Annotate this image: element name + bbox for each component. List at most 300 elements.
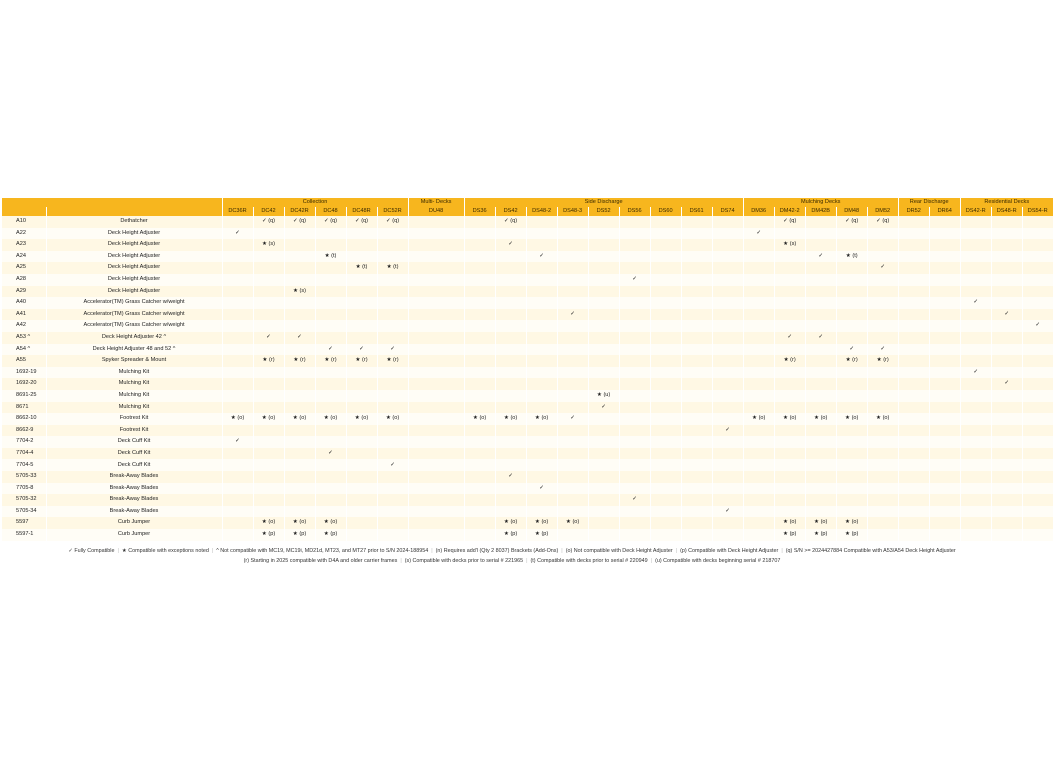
model-header: DM42B <box>805 207 836 216</box>
compatibility-cell <box>253 483 284 495</box>
compatibility-cell <box>681 367 712 379</box>
part-description: Mulching Kit <box>46 378 222 390</box>
compatibility-cell <box>960 448 991 460</box>
compatibility-cell <box>315 228 346 240</box>
compatibility-cell <box>712 494 743 506</box>
compatibility-cell <box>743 344 774 356</box>
compatibility-cell: ★ (s) <box>284 286 315 298</box>
compatibility-cell <box>681 297 712 309</box>
compatibility-cell <box>495 320 526 332</box>
part-description: Deck Cuff Kit <box>46 459 222 471</box>
compatibility-cell: ✓ <box>526 251 557 263</box>
compatibility-cell <box>960 228 991 240</box>
compatibility-cell <box>681 239 712 251</box>
compatibility-cell <box>557 378 588 390</box>
compatibility-cell <box>898 448 929 460</box>
compatibility-cell <box>836 506 867 518</box>
compatibility-cell <box>284 239 315 251</box>
group-header <box>2 198 222 207</box>
compatibility-cell <box>619 378 650 390</box>
compatibility-cell <box>526 402 557 414</box>
compatibility-cell <box>743 367 774 379</box>
compatibility-cell <box>557 228 588 240</box>
compatibility-cell <box>1022 413 1053 425</box>
compatibility-cell <box>315 425 346 437</box>
compatibility-cell <box>315 506 346 518</box>
table-row <box>2 239 1053 251</box>
compatibility-cell <box>805 239 836 251</box>
compatibility-cell <box>774 483 805 495</box>
compatibility-cell <box>960 344 991 356</box>
compatibility-cell <box>836 320 867 332</box>
compatibility-cell <box>898 251 929 263</box>
compatibility-cell <box>805 402 836 414</box>
part-description: Deck Height Adjuster <box>46 286 222 298</box>
compatibility-cell: ★ (o) <box>743 413 774 425</box>
compatibility-cell <box>284 448 315 460</box>
compatibility-cell <box>805 378 836 390</box>
part-description: Break-Away Blades <box>46 506 222 518</box>
legend-line-2 <box>0 558 1024 564</box>
compatibility-cell <box>588 297 619 309</box>
compatibility-cell <box>867 378 898 390</box>
compatibility-cell <box>408 286 464 298</box>
compatibility-cell <box>929 506 960 518</box>
compatibility-cell <box>836 448 867 460</box>
compatibility-cell <box>588 216 619 228</box>
compatibility-cell <box>650 320 681 332</box>
model-header: DS56 <box>619 207 650 216</box>
compatibility-cell: ✓ (q) <box>284 216 315 228</box>
compatibility-cell <box>346 297 377 309</box>
compatibility-cell: ✓ (q) <box>346 216 377 228</box>
compatibility-cell <box>743 483 774 495</box>
compatibility-cell: ✓ (q) <box>377 216 408 228</box>
part-description: Mulching Kit <box>46 402 222 414</box>
compatibility-cell <box>588 228 619 240</box>
compatibility-cell <box>805 216 836 228</box>
compatibility-cell <box>991 436 1022 448</box>
compatibility-cell: ✓ <box>557 413 588 425</box>
model-header: DC48R <box>346 207 377 216</box>
compatibility-cell <box>712 344 743 356</box>
table-row <box>2 309 1053 321</box>
compatibility-cell <box>960 413 991 425</box>
compatibility-cell: ✓ <box>743 228 774 240</box>
compatibility-cell <box>774 286 805 298</box>
compatibility-cell <box>284 436 315 448</box>
legend-item: (s) Compatible with decks prior to serial # 221965 <box>404 558 524 564</box>
compatibility-cell <box>557 286 588 298</box>
compatibility-cell <box>960 402 991 414</box>
compatibility-cell <box>1022 390 1053 402</box>
compatibility-cell <box>1022 286 1053 298</box>
compatibility-cell <box>681 471 712 483</box>
compatibility-cell <box>681 402 712 414</box>
compatibility-cell <box>774 436 805 448</box>
compatibility-cell <box>408 517 464 529</box>
compatibility-cell <box>377 448 408 460</box>
compatibility-cell <box>960 378 991 390</box>
compatibility-cell <box>588 378 619 390</box>
compatibility-cell <box>712 216 743 228</box>
compatibility-cell <box>408 483 464 495</box>
compatibility-cell <box>898 413 929 425</box>
compatibility-cell <box>650 355 681 367</box>
compatibility-cell <box>836 378 867 390</box>
compatibility-cell <box>377 517 408 529</box>
compatibility-cell <box>619 402 650 414</box>
compatibility-cell <box>526 344 557 356</box>
compatibility-cell <box>619 517 650 529</box>
compatibility-cell <box>805 436 836 448</box>
compatibility-cell <box>557 506 588 518</box>
compatibility-cell <box>867 309 898 321</box>
compatibility-cell <box>774 367 805 379</box>
compatibility-cell <box>619 251 650 263</box>
compatibility-cell <box>284 367 315 379</box>
compatibility-cell <box>805 483 836 495</box>
compatibility-cell <box>495 378 526 390</box>
compatibility-cell <box>681 483 712 495</box>
group-header: Rear Discharge <box>898 198 960 207</box>
legend-item: (t) Compatible with decks prior to serial # 220949 <box>530 558 648 564</box>
compatibility-cell <box>464 274 495 286</box>
compatibility-cell <box>960 459 991 471</box>
compatibility-cell <box>588 332 619 344</box>
compatibility-cell: ★ (o) <box>836 413 867 425</box>
part-number: A53 ^ <box>2 332 46 344</box>
compatibility-cell: ✓ <box>377 344 408 356</box>
compatibility-cell <box>929 390 960 402</box>
compatibility-cell <box>495 367 526 379</box>
part-number: 5597-1 <box>2 529 46 541</box>
compatibility-cell <box>929 216 960 228</box>
compatibility-cell <box>408 228 464 240</box>
compatibility-cell <box>346 506 377 518</box>
compatibility-cell <box>774 297 805 309</box>
compatibility-cell <box>836 274 867 286</box>
compatibility-cell <box>377 506 408 518</box>
compatibility-cell <box>557 390 588 402</box>
compatibility-cell <box>805 355 836 367</box>
compatibility-cell <box>464 216 495 228</box>
compatibility-cell <box>222 355 253 367</box>
compatibility-cell <box>774 402 805 414</box>
compatibility-cell <box>377 425 408 437</box>
legend-item: (u) Compatible with decks beginning serial # 218707 <box>655 558 781 564</box>
compatibility-cell <box>898 286 929 298</box>
compatibility-cell <box>253 262 284 274</box>
compatibility-cell <box>315 483 346 495</box>
compatibility-cell <box>464 506 495 518</box>
compatibility-cell <box>495 251 526 263</box>
compatibility-cell <box>681 436 712 448</box>
compatibility-cell <box>588 320 619 332</box>
model-header: DS74 <box>712 207 743 216</box>
compatibility-cell <box>867 483 898 495</box>
compatibility-cell <box>960 262 991 274</box>
compatibility-cell <box>650 425 681 437</box>
compatibility-cell <box>929 262 960 274</box>
compatibility-cell <box>898 344 929 356</box>
compatibility-cell: ★ (p) <box>253 529 284 541</box>
compatibility-cell <box>650 239 681 251</box>
compatibility-cell: ★ (o) <box>495 413 526 425</box>
compatibility-cell: ✓ (q) <box>836 216 867 228</box>
compatibility-cell <box>588 413 619 425</box>
compatibility-cell <box>743 517 774 529</box>
compatibility-cell <box>284 251 315 263</box>
compatibility-cell <box>1022 494 1053 506</box>
compatibility-cell: ✓ <box>960 297 991 309</box>
compatibility-cell <box>991 228 1022 240</box>
compatibility-cell <box>650 494 681 506</box>
compatibility-cell <box>464 425 495 437</box>
compatibility-cell <box>929 436 960 448</box>
compatibility-cell: ★ (p) <box>805 529 836 541</box>
compatibility-cell <box>526 332 557 344</box>
compatibility-cell <box>526 436 557 448</box>
compatibility-cell <box>991 390 1022 402</box>
model-header: DM42-2 <box>774 207 805 216</box>
part-description: Break-Away Blades <box>46 471 222 483</box>
compatibility-cell <box>557 459 588 471</box>
compatibility-cell <box>712 262 743 274</box>
compatibility-cell <box>377 286 408 298</box>
compatibility-cell <box>898 320 929 332</box>
compatibility-cell <box>991 529 1022 541</box>
compatibility-cell <box>991 286 1022 298</box>
table-row <box>2 425 1053 437</box>
table-row <box>2 471 1053 483</box>
compatibility-cell <box>836 297 867 309</box>
compatibility-cell <box>408 344 464 356</box>
compatibility-cell <box>805 448 836 460</box>
compatibility-cell: ✓ <box>315 448 346 460</box>
compatibility-cell <box>526 355 557 367</box>
compatibility-cell <box>346 459 377 471</box>
compatibility-cell <box>526 506 557 518</box>
table-row <box>2 390 1053 402</box>
compatibility-cell <box>377 402 408 414</box>
compatibility-cell <box>222 216 253 228</box>
compatibility-cell <box>408 529 464 541</box>
part-description: Curb Jumper <box>46 517 222 529</box>
compatibility-cell <box>557 216 588 228</box>
compatibility-cell <box>464 436 495 448</box>
compatibility-cell <box>650 228 681 240</box>
compatibility-cell <box>991 506 1022 518</box>
compatibility-cell <box>557 471 588 483</box>
compatibility-cell <box>712 332 743 344</box>
compatibility-cell <box>681 228 712 240</box>
compatibility-cell <box>495 344 526 356</box>
legend-item: (q) S/N >= 2024427884 Compatible with A53/A54 Deck Height Adjuster <box>785 548 956 554</box>
compatibility-cell <box>712 483 743 495</box>
compatibility-cell <box>960 425 991 437</box>
compatibility-cell <box>991 344 1022 356</box>
compatibility-cell <box>743 494 774 506</box>
compatibility-cell <box>253 459 284 471</box>
compatibility-cell <box>377 529 408 541</box>
compatibility-cell <box>960 216 991 228</box>
part-description: Dethatcher <box>46 216 222 228</box>
compatibility-cell: ★ (p) <box>836 529 867 541</box>
compatibility-cell <box>408 506 464 518</box>
compatibility-cell <box>650 436 681 448</box>
compatibility-cell <box>929 297 960 309</box>
part-description: Accelerator(TM) Grass Catcher w/weight <box>46 297 222 309</box>
compatibility-cell <box>557 436 588 448</box>
compatibility-cell <box>495 390 526 402</box>
compatibility-cell <box>464 367 495 379</box>
compatibility-cell: ★ (r) <box>377 355 408 367</box>
compatibility-cell <box>222 251 253 263</box>
compatibility-cell <box>960 517 991 529</box>
compatibility-cell <box>408 367 464 379</box>
compatibility-cell <box>346 448 377 460</box>
compatibility-cell <box>315 274 346 286</box>
table-row <box>2 344 1053 356</box>
table-row <box>2 436 1053 448</box>
compatibility-cell <box>557 402 588 414</box>
compatibility-cell <box>284 320 315 332</box>
compatibility-cell: ✓ <box>222 228 253 240</box>
compatibility-cell <box>650 506 681 518</box>
compatibility-cell <box>619 228 650 240</box>
compatibility-cell <box>836 436 867 448</box>
table-row <box>2 216 1053 228</box>
part-number: 8662-9 <box>2 425 46 437</box>
compatibility-cell <box>557 448 588 460</box>
compatibility-cell: ★ (o) <box>805 413 836 425</box>
deck-model-header-row <box>2 207 1053 216</box>
model-header: DC36R <box>222 207 253 216</box>
compatibility-cell <box>464 309 495 321</box>
compatibility-cell <box>253 297 284 309</box>
compatibility-cell <box>222 262 253 274</box>
compatibility-cell <box>929 286 960 298</box>
legend-separator: | <box>526 558 528 564</box>
compatibility-cell <box>557 297 588 309</box>
model-header: DR64 <box>929 207 960 216</box>
compatibility-cell <box>619 483 650 495</box>
compatibility-cell <box>774 425 805 437</box>
part-number: A54 ^ <box>2 344 46 356</box>
compatibility-cell <box>346 402 377 414</box>
compatibility-cell: ✓ <box>960 367 991 379</box>
model-header: DS60 <box>650 207 681 216</box>
legend-item: (o) Not compatible with Deck Height Adjuster <box>565 548 673 554</box>
compatibility-cell <box>929 228 960 240</box>
compatibility-cell <box>557 529 588 541</box>
compatibility-cell: ★ (r) <box>284 355 315 367</box>
compatibility-cell <box>619 471 650 483</box>
compatibility-cell <box>929 344 960 356</box>
compatibility-cell: ✓ <box>712 425 743 437</box>
legend-item: ^ Not compatible with MC19, MC19i, MD21d, MT23, and MT27 prior to S/N 2024-188954 <box>216 548 429 554</box>
compatibility-cell: ★ (p) <box>315 529 346 541</box>
compatibility-cell: ★ (p) <box>526 529 557 541</box>
part-number: 1692-19 <box>2 367 46 379</box>
compatibility-cell <box>898 355 929 367</box>
compatibility-cell: ★ (t) <box>836 251 867 263</box>
compatibility-cell <box>929 251 960 263</box>
compatibility-cell <box>464 286 495 298</box>
table-row <box>2 286 1053 298</box>
compatibility-cell <box>222 494 253 506</box>
compatibility-cell <box>805 286 836 298</box>
compatibility-cell <box>991 239 1022 251</box>
compatibility-cell: ✓ <box>315 344 346 356</box>
compatibility-cell <box>743 506 774 518</box>
compatibility-cell <box>712 517 743 529</box>
compatibility-cell <box>743 262 774 274</box>
compatibility-cell <box>867 436 898 448</box>
compatibility-cell <box>346 378 377 390</box>
compatibility-cell <box>495 286 526 298</box>
compatibility-cell <box>222 367 253 379</box>
compatibility-cell <box>408 251 464 263</box>
compatibility-cell <box>712 448 743 460</box>
compatibility-cell <box>408 413 464 425</box>
part-number: 8691-25 <box>2 390 46 402</box>
compatibility-cell <box>898 436 929 448</box>
compatibility-cell <box>346 517 377 529</box>
group-header: Side Discharge <box>464 198 743 207</box>
compatibility-cell <box>681 413 712 425</box>
compatibility-cell <box>253 309 284 321</box>
compatibility-cell <box>495 448 526 460</box>
compatibility-cell <box>898 378 929 390</box>
compatibility-cell <box>712 459 743 471</box>
compatibility-cell <box>495 436 526 448</box>
compatibility-cell <box>346 494 377 506</box>
part-description: Break-Away Blades <box>46 483 222 495</box>
compatibility-cell <box>867 506 898 518</box>
table-row <box>2 297 1053 309</box>
compatibility-cell <box>898 459 929 471</box>
compatibility-cell <box>526 448 557 460</box>
compatibility-cell: ✓ <box>805 332 836 344</box>
compatibility-cell <box>805 494 836 506</box>
part-number: 1692-20 <box>2 378 46 390</box>
compatibility-cell <box>650 448 681 460</box>
compatibility-cell <box>464 320 495 332</box>
compatibility-cell <box>222 459 253 471</box>
compatibility-cell <box>712 239 743 251</box>
compatibility-cell: ✓ <box>495 471 526 483</box>
part-number: 8662-10 <box>2 413 46 425</box>
compatibility-cell <box>743 251 774 263</box>
compatibility-cell <box>619 413 650 425</box>
compatibility-cell: ✓ (q) <box>495 216 526 228</box>
compatibility-cell <box>222 425 253 437</box>
compatibility-cell <box>1022 483 1053 495</box>
compatibility-cell <box>836 425 867 437</box>
compatibility-cell <box>774 378 805 390</box>
compatibility-cell <box>588 517 619 529</box>
compatibility-cell <box>681 309 712 321</box>
compatibility-cell <box>619 529 650 541</box>
model-header: DS61 <box>681 207 712 216</box>
compatibility-cell <box>929 378 960 390</box>
compatibility-cell <box>408 471 464 483</box>
compatibility-cell <box>222 506 253 518</box>
compatibility-cell: ✓ <box>619 274 650 286</box>
compatibility-cell <box>315 459 346 471</box>
